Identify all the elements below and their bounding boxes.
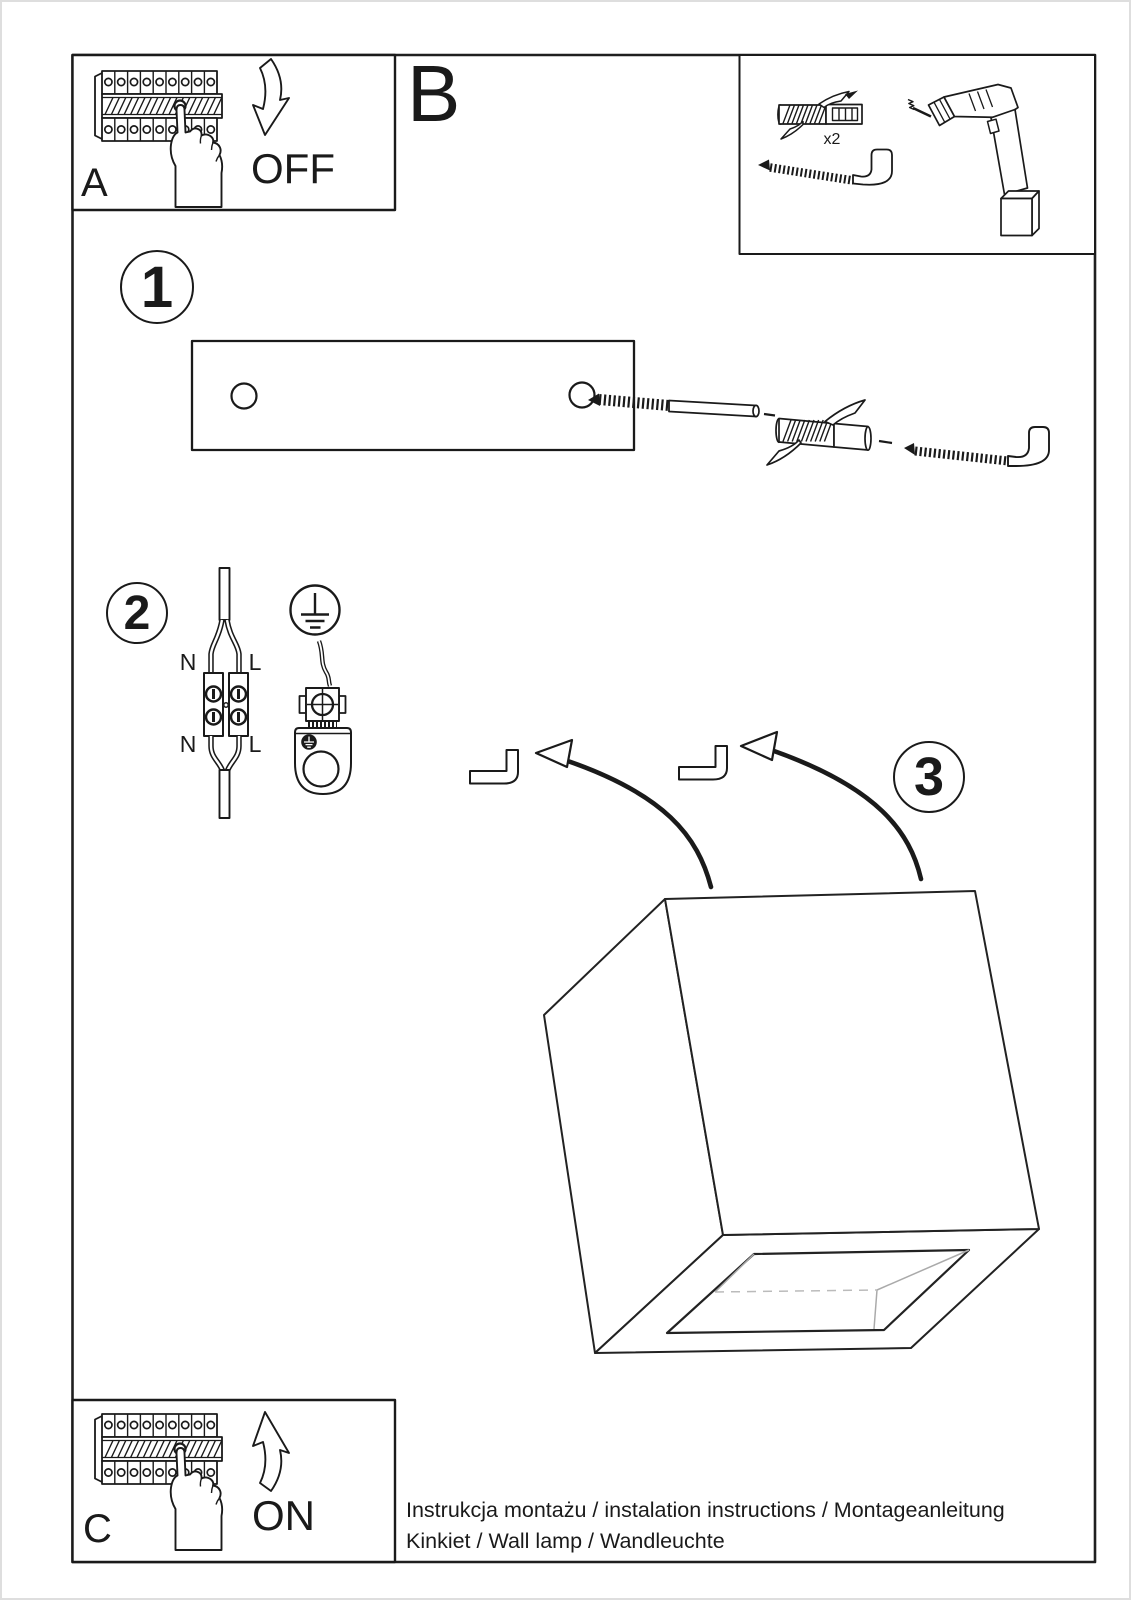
section-b-label: B [407, 49, 461, 138]
parts-box [740, 55, 1096, 254]
footer-line-1: Instrukcja montażu / instalation instructions / Montageanleitung [406, 1498, 1005, 1522]
hook-right-icon [679, 746, 727, 780]
ground-symbol [291, 586, 340, 635]
mounting-plate [192, 341, 634, 450]
dash-mark [764, 414, 775, 416]
step-1-number: 1 [140, 254, 174, 320]
step-1-badge [120, 250, 194, 324]
hook-screw-installed [904, 427, 1049, 466]
line-artwork [2, 2, 1131, 1600]
wire-label-l-bottom: L [248, 731, 262, 757]
footer-text [406, 1495, 1005, 1557]
wire-label-n-bottom: N [179, 731, 197, 757]
ground-clamp [295, 688, 351, 794]
step-3-badge [893, 741, 965, 813]
circuit-breaker-c-icon [95, 1414, 222, 1484]
panel-a-label: A [81, 161, 108, 205]
step-3-number: 3 [913, 747, 945, 807]
panel-c-label: C [83, 1507, 112, 1551]
step-2-badge [106, 582, 168, 644]
step-2-number: 2 [123, 586, 151, 640]
circuit-breaker-a-icon [95, 71, 222, 141]
panel-c-state-on: ON [252, 1492, 315, 1539]
dash-mark [879, 441, 892, 443]
ground-wire [319, 641, 330, 686]
swing-arrow-left [536, 740, 711, 887]
dowel-quantity-label: x2 [823, 131, 841, 148]
lamp-cube [544, 891, 1039, 1353]
supply-cable-bottom [211, 736, 239, 818]
terminal-block [204, 673, 248, 736]
swing-arrow-right [741, 732, 921, 879]
wire-label-l-top: L [248, 649, 262, 675]
footer-line-2: Kinkiet / Wall lamp / Wandleuchte [406, 1529, 725, 1553]
wire-label-n-top: N [179, 649, 197, 675]
expansion-plug [767, 400, 892, 465]
hook-left-icon [470, 750, 518, 784]
supply-cable-top [211, 568, 239, 673]
panel-a-state-off: OFF [251, 145, 335, 192]
